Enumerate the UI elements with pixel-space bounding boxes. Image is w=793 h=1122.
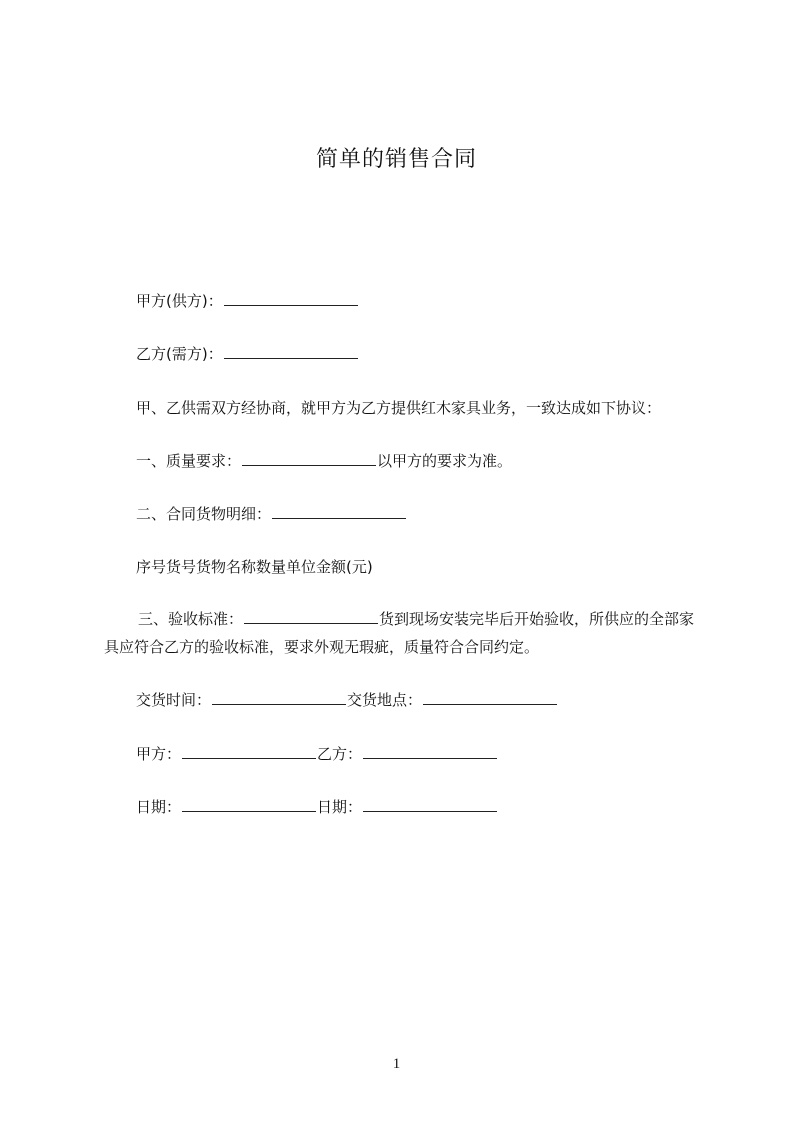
signature-b-label: 乙方： [317,745,363,763]
signature-line [136,744,498,764]
intro-text: 甲、乙供需双方经协商，就甲方为乙方提供红木家具业务，一致达成如下协议： [136,399,662,417]
delivery-time-label: 交货时间： [136,691,212,709]
details-blank[interactable] [272,504,406,519]
quality-suffix: 以甲方的要求为准。 [377,452,513,470]
page-title: 简单的销售合同 [315,147,477,172]
delivery-place-label: 交货地点： [347,691,423,709]
delivery-line [136,690,558,710]
party-b-line [136,344,359,364]
acceptance-text: 货到现场安装完毕后开始验收，所供应的全部家具应符合乙方的验收标准，要求外观无瑕疵，质量符合合同约定。 [104,610,695,656]
party-b-label: 乙方(需方)： [136,345,223,363]
details-line [136,504,407,524]
party-a-label: 甲方(供方)： [136,292,223,310]
date-a-label: 日期： [136,798,182,816]
table-header: 序号货号货物名称数量单位金额(元) [136,558,373,576]
delivery-time-blank[interactable] [212,690,346,705]
date-b-label: 日期： [317,798,363,816]
quality-blank[interactable] [242,451,376,466]
party-a-line [136,291,359,311]
signature-a-blank[interactable] [182,744,316,759]
signature-b-blank[interactable] [363,744,497,759]
signature-a-label: 甲方： [136,745,182,763]
quality-line [136,451,512,471]
party-b-blank[interactable] [224,344,358,359]
acceptance-blank[interactable] [244,609,378,624]
acceptance-paragraph [104,605,704,661]
party-a-blank[interactable] [224,291,358,306]
details-label: 二、合同货物明细： [136,505,272,523]
acceptance-label: 三、验收标准： [138,610,244,628]
date-line [136,797,498,817]
date-b-blank[interactable] [363,797,497,812]
page-number: 1 [392,1056,401,1072]
quality-label: 一、质量要求： [136,452,242,470]
date-a-blank[interactable] [182,797,316,812]
delivery-place-blank[interactable] [423,690,557,705]
